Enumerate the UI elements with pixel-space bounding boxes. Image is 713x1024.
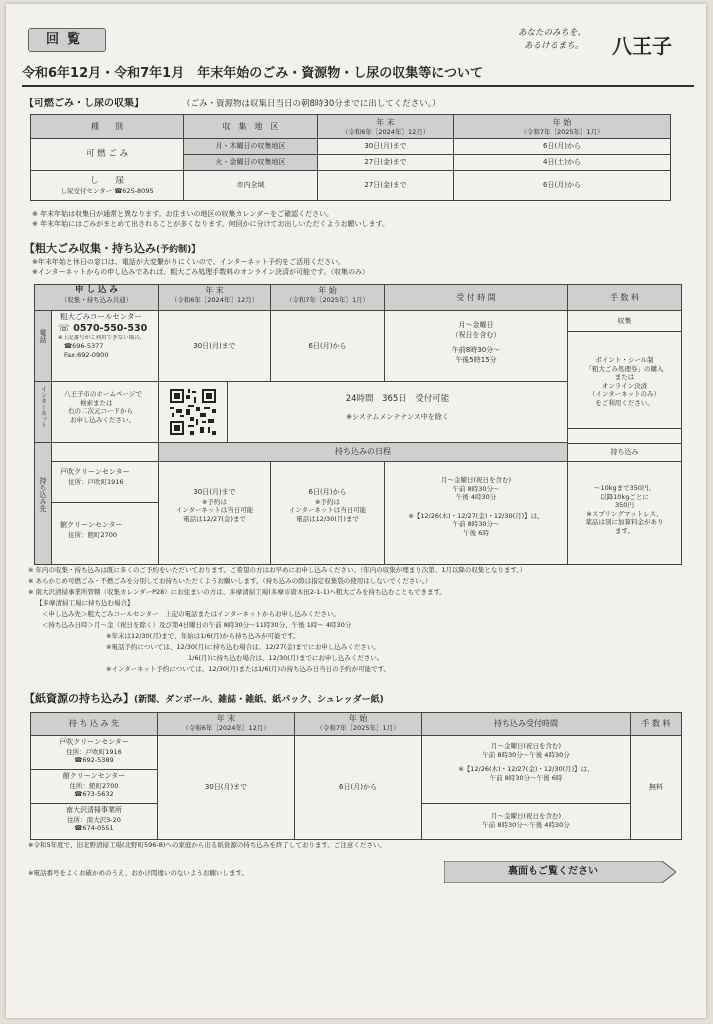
s2-heading: 【粗大ごみ収集・持ち込み(予約制)】 — [24, 242, 201, 255]
s1-header-area: 収 集 地 区 — [184, 115, 318, 139]
s1-header-ye: 年 末 （令和6年［2024年］12月） — [318, 115, 454, 139]
s2-note-1: ※ 年内の収集・持ち込みは既に多くのご予約をいただいております。ご希望の方はお早めにお申し込みください。（年内の収集が埋まり次第、1月以降の収集となります。） — [28, 566, 527, 574]
s1-kind-burnable: 可 燃 ご み — [31, 139, 184, 171]
s3-header-dest: 持 ち 込 み 先 — [31, 713, 158, 736]
s2-carry-dest-2: 館クリーンセンター 住所：館町2700 — [52, 503, 159, 564]
s3-header-ye: 年 末 （令和6年［2024年］12月） — [158, 713, 295, 736]
s2-note-3: ※ 南大沢清掃事業所管轄（収集カレンダーP28）にお住まいの方は、多摩清掃工場(多摩市唐木田2-1-1)へ粗大ごみを持ち込むこともできます。 — [28, 588, 446, 596]
s1-note-2: ※ 年末年始にはごみがまとめて出されることが多くなります。何回かに分けてお出しいただくようお願いします。 — [32, 220, 389, 228]
s2-internet-hours: 24時間 365日 受付可能 ※システムメンテナンス中を除く — [228, 382, 568, 443]
s2-header-apply: 申 し 込 み （収集・持ち込み共通） — [35, 285, 159, 311]
s2-carry-schedule: 持ち込みの日程 — [159, 443, 568, 462]
s2-carry-ny: 6日(月)から ※予約は インターネットは当日可能 電話は12/30(月)まで — [271, 462, 385, 564]
s2-phone-cell: 粗大ごみコールセンター ☏ 0570-550-530 ※上記番号がご利用できない場合、 ☎696-5377 Fax:692-0900 — [52, 311, 159, 382]
s3-hours-b: 月～金曜日(祝日を含む) 午前 8時30分～午後 4時30分 — [422, 804, 631, 839]
s1-table — [30, 114, 671, 201]
s3-table: 持 ち 込 み 先 年 末 （令和6年［2024年］12月） 年 始 （令和7年［2025年］1月） 持ち込み受付時間 手 数 料 戸吹クリーンセンター 住所：戸吹町1916 ☎692-5389 館クリーンセンター 住所：館町2700 ☎673-5632 南大沢清掃事業所 住所：南大沢3-20 ☎674-0551 30日(月)まで 6日(月)から 月～金曜日(祝日を含む) 午前 8時30分～午後 4時30分 ※【12/26(木)・12/27(金)・12/30(月)】は、 午前 8時30分～午後 6時 月～金曜日(祝日を含む) 午前 8時30分～午後 4時30分 無料 — [30, 712, 682, 840]
s3-header-hours: 持ち込み受付時間 — [422, 713, 631, 736]
brand-slogan-2: あるけるまち。 — [524, 41, 584, 51]
table-row: 火・金曜日の収集地区 27日(金)まで 4日(土)から — [31, 155, 671, 171]
table-row: 可 燃 ご み 月・木曜日の収集地区 30日(月)まで 6日(月)から — [31, 139, 671, 155]
s3-dest-3: 南大沢清掃事業所 住所：南大沢3-20 ☎674-0551 — [31, 804, 158, 839]
s2-header-ny: 年 始 （令和7年［2025年］1月） — [271, 285, 385, 311]
s2-note-top-2: ※インターネットからの申し込みであれば、粗大ごみ処理手数料のオンライン決済が可能です。（収集のみ） — [32, 268, 369, 276]
s2-carry-dest-1: 戸吹クリーンセンター 住所：戸吹町1916 — [52, 462, 159, 503]
phone-number: ☏ 0570-550-530 — [58, 323, 148, 334]
s2-note-2: ※ あらかじめ可燃ごみ・不燃ごみを分別してお持ちいただくようお願いします。（持ち込みの際は指定収集袋の使用はしないでください。） — [28, 577, 432, 585]
s2-fee-collect-text: ポイント・シール制 「粗大ごみ処理券」の購入 または オンライン決済 （インターネットのみ） をご利用ください。 — [568, 332, 681, 429]
s3-header-fee: 手 数 料 — [631, 713, 681, 736]
s2-note-4: 【多摩清掃工場に持ち込む場合】 — [36, 599, 134, 607]
s2-phone-hours: 月～金曜日 （祝日を含む） 午前8時30分～ 午後5時15分 — [385, 311, 568, 382]
s2-note-top-1: ※年末年始と休日の窓口は、電話が大変繋がりにくいので、インターネット予約をご活用ください。 — [32, 258, 346, 266]
s2-side-carry: 持ち込み先 — [35, 443, 52, 564]
s2-side-phone: 電話 — [35, 311, 52, 382]
document-sheet — [6, 4, 706, 1018]
s2-internet-text: 八王子市のホームページで 検索または 右の二次元コードから お申し込みください。 — [52, 382, 159, 443]
s1-heading: 【可燃ごみ・し尿の収集】 — [24, 98, 144, 109]
brand-city: 八王子 — [612, 34, 672, 58]
s2-carry-ye: 30日(月)まで ※予約は インターネットは当日可能 電話は12/27(金)まで — [159, 462, 271, 564]
s3-header-ny: 年 始 （令和7年［2025年］1月） — [295, 713, 422, 736]
brand-slogan-1: あなたのみちを、 — [518, 28, 587, 38]
s3-note: ※令和5年度で、旧北野清掃工場(北野町596-8)への家庭から出る紙資源の持ち込みを終了しております。ご注意ください。 — [28, 841, 386, 849]
table-row: し 尿 し尿受付センター ☎625-8095 市内全域 27日(金)まで 6日(月)から — [31, 171, 671, 201]
s3-hours-a: 月～金曜日(祝日を含む) 午前 8時30分～午後 4時30分 ※【12/26(木)・12/27(金)・12/30(月)】は、 午前 8時30分～午後 6時 — [422, 736, 631, 804]
s2-header-fee: 手 数 料 — [568, 285, 681, 311]
s3-dest-2: 館クリーンセンター 住所：館町2700 ☎673-5632 — [31, 770, 158, 804]
s3-heading: 【紙資源の持ち込み】(新聞、ダンボール、雑誌・雑紙、紙パック、シュレッダー紙) — [24, 692, 384, 705]
s2-note-5: ＜申し込み先＞粗大ごみコールセンター 上記の電話またはインターネットからお申し込みください。 — [42, 610, 341, 618]
s2-note-6: ＜持ち込み日時＞月～金（祝日を除く）及び第4日曜日の午前 8時30分～11時30分、午後 1時～ 4時30分 — [42, 621, 352, 629]
qr-code[interactable] — [159, 382, 228, 443]
s2-header-ye: 年 末 （令和6年［2024年］12月） — [159, 285, 271, 311]
s2-table: 申 し 込 み （収集・持ち込み共通） 年 末 （令和6年［2024年］12月） 年 始 （令和7年［2025年］1月） 受 付 時 間 手 数 料 電話 粗大ごみコールセンター ☏ 0570-550-530 ※上記番号がご利用できない場合、 ☎696-5377 Fax:692-0900 30日(月)まで 6日(月)から 月～金曜日 （祝日を含む） 午前8時30分～ 午後5時15分 収集 ポイント・シール制 「粗大ごみ処理券」の購入 または オンライン決済 （インターネットのみ） をご利用ください。 インターネット 八王子市のホームページで 検索または 右の二次元コードから お申し込みください。 24時間 365日 受付可能 ※システムメンテナンス中を除く 持ち込み先 持ち込みの日程 持ち込み 戸吹クリーンセンター 住所：戸吹町1916 館クリーンセンター 住所：館町2700 30日(月)まで ※予約は インターネットは当日可能 電話は12/27(金)まで 6日(月)から ※予約は インターネットは当日可能 電話は12/30(月)まで 月～金曜日(祝日を含む) 午前 8時30分～ 午後 4時30分 ※【12/26(木)・12/27(金)・12/30(月)】は、 午前 8時30分～ 午後 6時 ～10kgまで350円、 以降10kgごとに 350円 ※スプリングマットレス、 薬品は別に加算料金があり ます。 — [34, 284, 682, 565]
s2-header-hours: 受 付 時 間 — [385, 285, 568, 311]
s2-carry-days: 月～金曜日(祝日を含む) 午前 8時30分～ 午後 4時30分 ※【12/26(木)・12/27(金)・12/30(月)】は、 午前 8時30分～ 午後 6時 — [385, 462, 568, 564]
s2-note-7: ※年末は12/30(月)まで、年始は1/6(月)から持ち込みが可能です。 — [106, 632, 300, 640]
circulation-badge: 回覧 — [28, 28, 106, 52]
s2-carry-fee: ～10kgまで350円、 以降10kgごとに 350円 ※スプリングマットレス、 薬品は別に加算料金があり ます。 — [585, 484, 664, 535]
footer-note: ※電話番号をよくお確かめのうえ、おかけ間違いのないようお願いします。 — [28, 869, 248, 877]
page-title: 令和6年12月・令和7年1月 年末年始のごみ・資源物・し尿の収集等について — [22, 66, 483, 81]
s2-note-10: ※インターネット予約については、12/30(月)または1/6(月)の持ち込み日当日の予約が可能です。 — [106, 665, 391, 673]
s3-dest-1: 戸吹クリーンセンター 住所：戸吹町1916 ☎692-5389 — [31, 736, 158, 770]
brand-logo — [518, 22, 688, 62]
s1-note-1: ※ 年末年始は収集日が通常と異なります。お住まいの地区の収集カレンダーをご確認ください。 — [32, 210, 334, 218]
see-back-button[interactable]: 裏面もご覧ください — [444, 861, 676, 883]
title-rule — [22, 85, 694, 87]
phone-icon: ☏ — [58, 323, 70, 334]
s1-subheading: （ごみ・資源物は収集日当日の朝8時30分までに出してください。） — [182, 99, 441, 109]
qr-code-icon — [168, 387, 218, 437]
s2-side-internet: インターネット — [35, 382, 52, 443]
s1-header-ny: 年 始 （令和7年［2025年］1月） — [454, 115, 671, 139]
s1-kind-night-soil: し 尿 し尿受付センター ☎625-8095 — [31, 171, 184, 201]
s2-note-8: ※電話予約については、12/30(月)に持ち込む場合は、12/27(金)までにお申し込みください。 — [106, 643, 380, 651]
s2-note-9: 1/6(月)に持ち込む場合は、12/30(月)までにお申し込みください。 — [188, 654, 384, 662]
s1-header-kind: 種 別 — [31, 115, 184, 139]
